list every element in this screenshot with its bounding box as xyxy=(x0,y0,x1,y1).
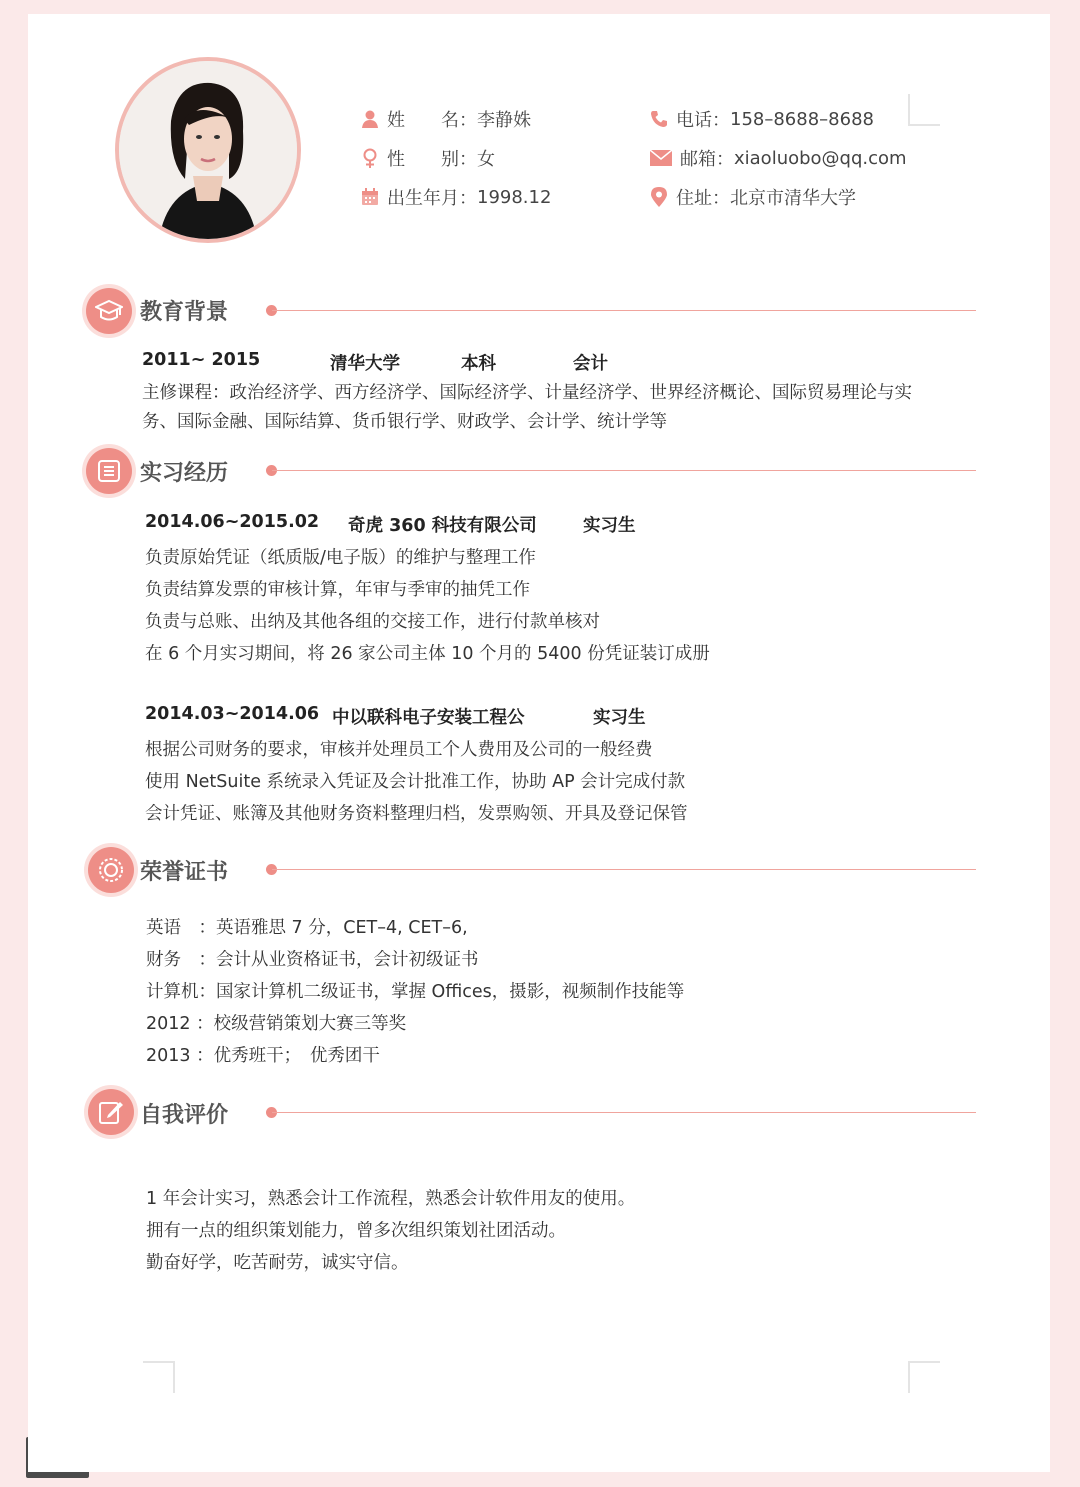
honor-item: 计算机：国家计算机二级证书，掌握 Offices，摄影，视频制作技能等 xyxy=(146,982,685,1002)
email-label: 邮箱： xyxy=(680,149,734,170)
gender-value: 女 xyxy=(477,149,495,170)
gender-label-2: 别： xyxy=(441,149,477,170)
job-1-period: 2014.06~2015.02 xyxy=(145,512,320,532)
education-school: 清华大学 xyxy=(330,354,400,374)
crop-mark-bottom-right xyxy=(908,1361,940,1393)
gender-row xyxy=(361,145,495,171)
crop-mark-bottom-left xyxy=(143,1361,175,1393)
self-eval-title: 自我评价 xyxy=(140,1103,229,1128)
internship-title: 实习经历 xyxy=(140,461,229,486)
name-row xyxy=(361,106,531,132)
internship-divider xyxy=(272,470,976,471)
education-courses-line-2: 务、国际金融、国际结算、货币银行学、财政学、会计学、统计学等 xyxy=(142,412,667,432)
job-1-duty: 负责结算发票的审核计算，年审与季审的抽凭工作 xyxy=(145,580,530,600)
address-label: 住址： xyxy=(676,188,730,209)
honor-item: 2013 ：优秀班干； 优秀团干 xyxy=(146,1046,380,1066)
birth-label: 出生年月： xyxy=(387,188,477,209)
job-1-duty: 负责与总账、出纳及其他各组的交接工作，进行付款单核对 xyxy=(145,612,600,632)
education-major: 会计 xyxy=(573,354,608,374)
job-1-role: 实习生 xyxy=(583,516,636,536)
job-2-duty: 使用 NetSuite 系统录入凭证及会计批准工作，协助 AP 会计完成付款 xyxy=(145,772,686,792)
address-value: 北京市清华大学 xyxy=(730,188,856,209)
honors-title: 荣誉证书 xyxy=(140,860,229,885)
phone-icon xyxy=(650,109,668,129)
education-period: 2011~ 2015 xyxy=(142,350,261,370)
birth-row xyxy=(361,184,551,210)
name-label-2: 名： xyxy=(441,110,477,131)
name-value: 李静姝 xyxy=(477,110,531,131)
name-label: 姓 xyxy=(387,110,405,131)
education-title: 教育背景 xyxy=(140,300,229,325)
calendar-icon xyxy=(361,187,379,207)
graduation-cap-icon xyxy=(86,288,132,334)
birth-value: 1998.12 xyxy=(477,186,552,208)
gender-label: 性 xyxy=(387,149,405,170)
address-row xyxy=(650,184,856,210)
award-icon xyxy=(88,847,134,893)
person-icon xyxy=(361,109,379,129)
edit-icon xyxy=(88,1089,134,1135)
job-2-duty: 会计凭证、账簿及其他财务资料整理归档，发票购领、开具及登记保管 xyxy=(145,804,688,824)
job-2-role: 实习生 xyxy=(593,708,646,728)
self-eval-divider xyxy=(272,1112,976,1113)
job-1-duty: 在 6 个月实习期间，将 26 家公司主体 10 个月的 5400 份凭证装订成册 xyxy=(145,644,710,664)
avatar xyxy=(115,57,301,243)
job-1-company: 奇虎 360 科技有限公司 xyxy=(348,516,537,536)
honors-divider xyxy=(272,869,976,870)
education-courses-line-1: 主修课程：政治经济学、西方经济学、国际经济学、计量经济学、世界经济概论、国际贸易理论与实 xyxy=(142,383,912,403)
crop-mark-top-right xyxy=(908,94,940,126)
phone-row xyxy=(650,106,874,132)
education-divider xyxy=(272,310,976,311)
phone-value: 158–8688–8688 xyxy=(730,108,874,130)
email-value: xiaoluobo@qq.com xyxy=(734,147,907,169)
honor-item: 2012 ：校级营销策划大赛三等奖 xyxy=(146,1014,407,1034)
self-eval-line: 拥有一点的组织策划能力，曾多次组织策划社团活动。 xyxy=(146,1221,566,1241)
job-2-duty: 根据公司财务的要求，审核并处理员工个人费用及公司的一般经费 xyxy=(145,740,653,760)
job-2-period: 2014.03~2014.06 xyxy=(145,704,320,724)
phone-label: 电话： xyxy=(676,110,730,131)
honor-item: 英语 ：英语雅思 7 分，CET–4, CET–6, xyxy=(146,918,468,938)
mail-icon xyxy=(650,148,672,168)
gender-icon xyxy=(361,148,379,168)
honor-item: 财务 ：会计从业资格证书，会计初级证书 xyxy=(146,950,479,970)
email-row xyxy=(650,145,907,171)
self-eval-line: 1 年会计实习，熟悉会计工作流程，熟悉会计软件用友的使用。 xyxy=(146,1189,636,1209)
self-eval-line: 勤奋好学，吃苦耐劳，诚实守信。 xyxy=(146,1253,409,1273)
document-icon xyxy=(86,448,132,494)
education-degree: 本科 xyxy=(461,354,496,374)
job-2-company: 中以联科电子安装工程公 xyxy=(332,708,525,728)
location-icon xyxy=(650,187,668,207)
job-1-duty: 负责原始凭证（纸质版/电子版）的维护与整理工作 xyxy=(145,548,536,568)
resume-page xyxy=(28,14,1050,1472)
